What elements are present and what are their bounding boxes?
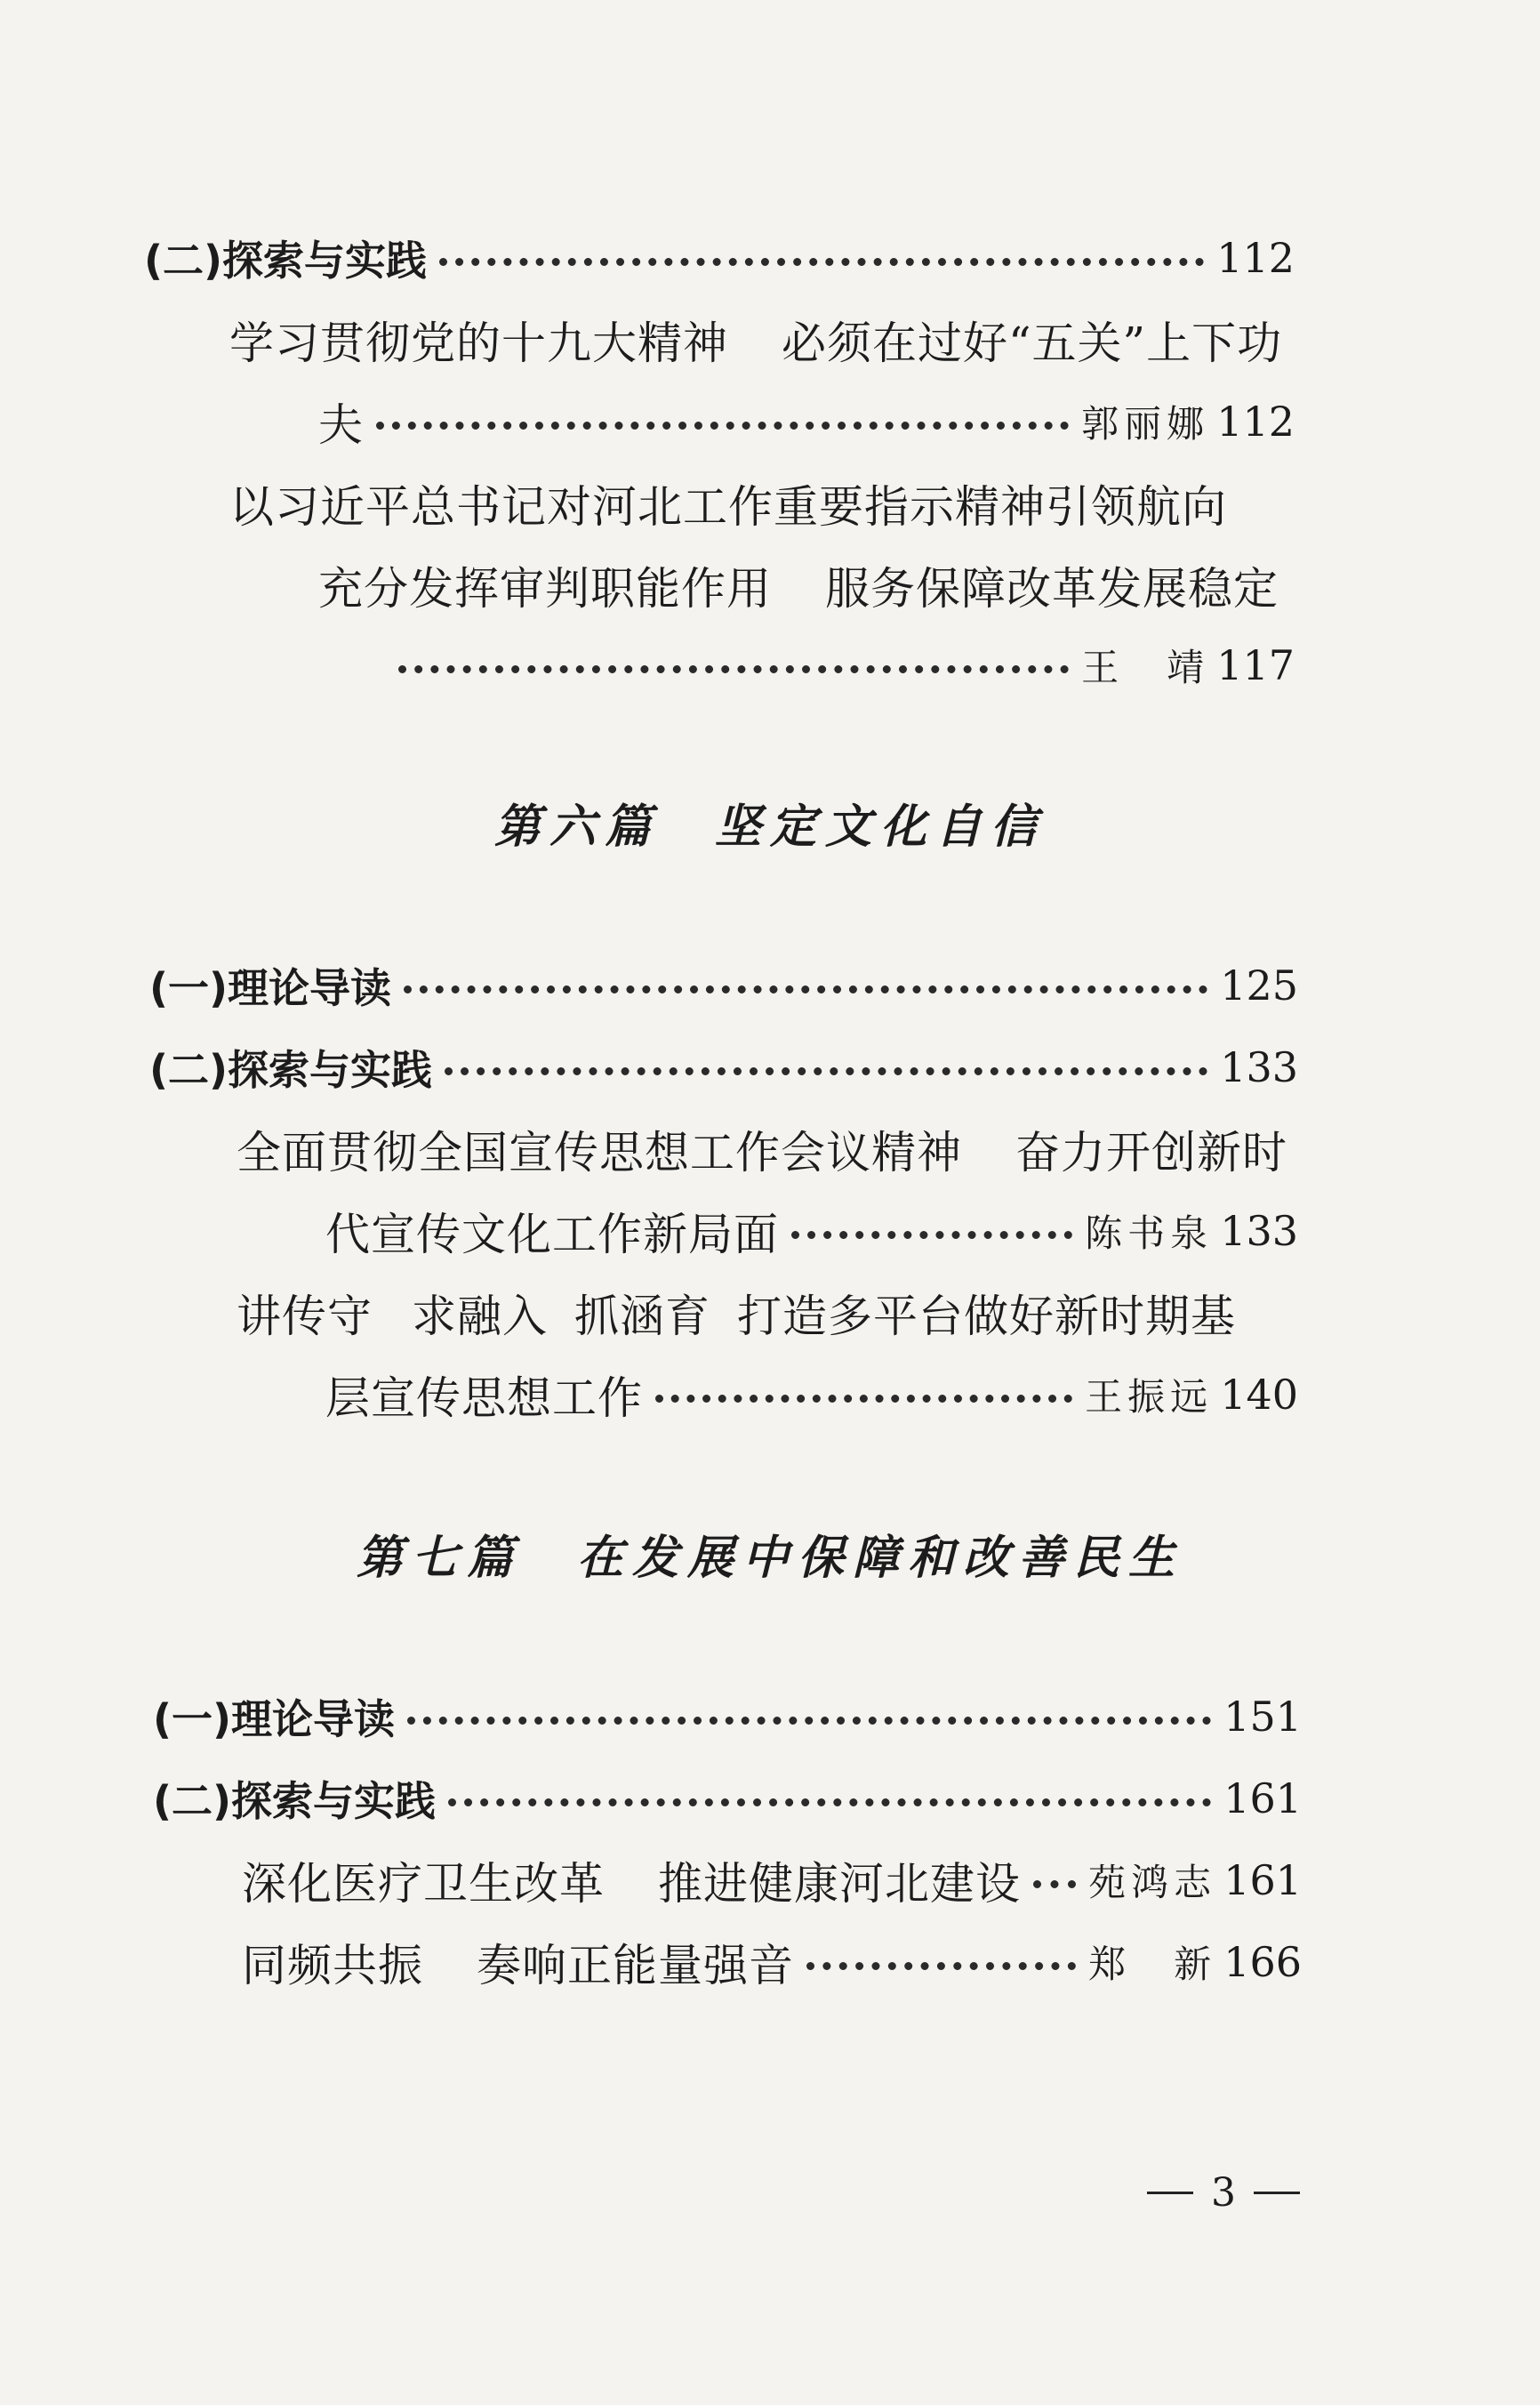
page-number: 161 <box>1223 1774 1302 1822</box>
toc-entry-article[interactable] <box>325 1195 1298 1267</box>
dot-leader <box>806 1962 1076 1970</box>
author-name: 苑鸿志 <box>1088 1861 1217 1904</box>
part-heading: 第七篇 在发展中保障和改善民生 <box>356 1531 1183 1585</box>
section-label: (二)探索与实践 <box>153 1777 437 1825</box>
dot-leader <box>655 1395 1072 1403</box>
footer-dash-right <box>1254 2192 1300 2194</box>
entry-title-cont: 夫 <box>318 399 364 451</box>
author-name: 郭丽娜 <box>1081 402 1210 446</box>
page-number: 133 <box>1220 1043 1298 1091</box>
part-heading: 第六篇 坚定文化自信 <box>493 800 1046 854</box>
entry-title-cont: 抓涵育 <box>574 1291 710 1342</box>
page-number: 166 <box>1223 1938 1302 1986</box>
entry-title: 讲传守 <box>237 1291 373 1342</box>
toc-entry-section[interactable] <box>149 950 1298 1021</box>
footer-dash-left <box>1147 2192 1193 2194</box>
dot-leader <box>1033 1880 1076 1888</box>
section-label: (一)理论导读 <box>153 1695 396 1743</box>
entry-title-cont: 代宣传文化工作新局面 <box>325 1209 779 1260</box>
toc-entry-article[interactable] <box>398 630 1295 701</box>
toc-entry-title-line[interactable] <box>229 304 1282 375</box>
toc-entry-section[interactable] <box>144 222 1295 294</box>
entry-title-cont: 奋力开创新时 <box>1015 1127 1287 1178</box>
toc-entry-article[interactable] <box>318 386 1295 457</box>
entry-title-cont: 服务保障改革发展稳定 <box>825 563 1279 615</box>
page-footer <box>1129 2170 1318 2216</box>
section-label: (二)探索与实践 <box>144 237 428 285</box>
entry-title: 学习贯彻党的十九大精神 <box>229 318 728 369</box>
entry-title: 以习近平总书记对河北工作重要指示精神引领航向 <box>229 481 1227 533</box>
section-label: (一)理论导读 <box>149 964 392 1012</box>
dot-leader <box>791 1231 1072 1239</box>
page-number: 140 <box>1220 1371 1298 1419</box>
dot-leader <box>445 1067 1207 1075</box>
page-number: 151 <box>1223 1693 1302 1741</box>
toc-entry-section[interactable] <box>149 1032 1298 1103</box>
page-number: 112 <box>1216 398 1295 446</box>
entry-title-cont: 打造多平台做好新时期基 <box>737 1291 1236 1342</box>
dot-leader <box>439 258 1204 266</box>
toc-entry-title-line[interactable] <box>237 1114 1287 1185</box>
entry-title: 深化医疗卫生改革 <box>242 1858 605 1910</box>
footer-page-number: 3 <box>1211 2170 1236 2216</box>
toc-entry-title-line[interactable] <box>229 468 1227 539</box>
dot-leader <box>376 422 1069 430</box>
page-number: 161 <box>1223 1856 1302 1904</box>
author-name: 陈书泉 <box>1085 1211 1214 1255</box>
page-number: 112 <box>1216 234 1295 282</box>
toc-entry-article[interactable] <box>325 1359 1298 1430</box>
dot-leader <box>407 1717 1211 1725</box>
author-name: 郑 新 <box>1088 1942 1217 1986</box>
dot-leader <box>448 1798 1211 1806</box>
dot-leader <box>404 985 1207 993</box>
section-label: (二)探索与实践 <box>149 1046 433 1094</box>
toc-entry-section[interactable] <box>153 1763 1302 1834</box>
page-number: 117 <box>1216 641 1295 689</box>
entry-title: 同频共振 <box>242 1940 423 1991</box>
entry-title-cont: 推进健康河北建设 <box>658 1858 1021 1910</box>
entry-title-cont: 求融入 <box>412 1291 548 1342</box>
toc-entry-title-line[interactable] <box>318 550 1279 621</box>
toc-entry-title-line[interactable] <box>237 1277 1236 1348</box>
entry-title-cont: 必须在过好“五关”上下功 <box>782 318 1283 369</box>
entry-title-cont: 充分发挥审判职能作用 <box>318 563 772 615</box>
toc-entry-section[interactable] <box>153 1681 1302 1752</box>
toc-entry-article[interactable] <box>242 1845 1302 1916</box>
entry-title: 全面贯彻全国宣传思想工作会议精神 <box>237 1127 962 1178</box>
author-name: 王振远 <box>1085 1375 1214 1419</box>
toc-entry-article[interactable] <box>242 1926 1302 1998</box>
page-number: 133 <box>1220 1207 1298 1255</box>
page-number: 125 <box>1220 961 1298 1009</box>
author-name: 王 靖 <box>1081 646 1210 689</box>
entry-title-cont: 奏响正能量强音 <box>477 1940 794 1991</box>
entry-title-cont: 层宣传思想工作 <box>325 1372 643 1424</box>
dot-leader <box>398 665 1069 673</box>
